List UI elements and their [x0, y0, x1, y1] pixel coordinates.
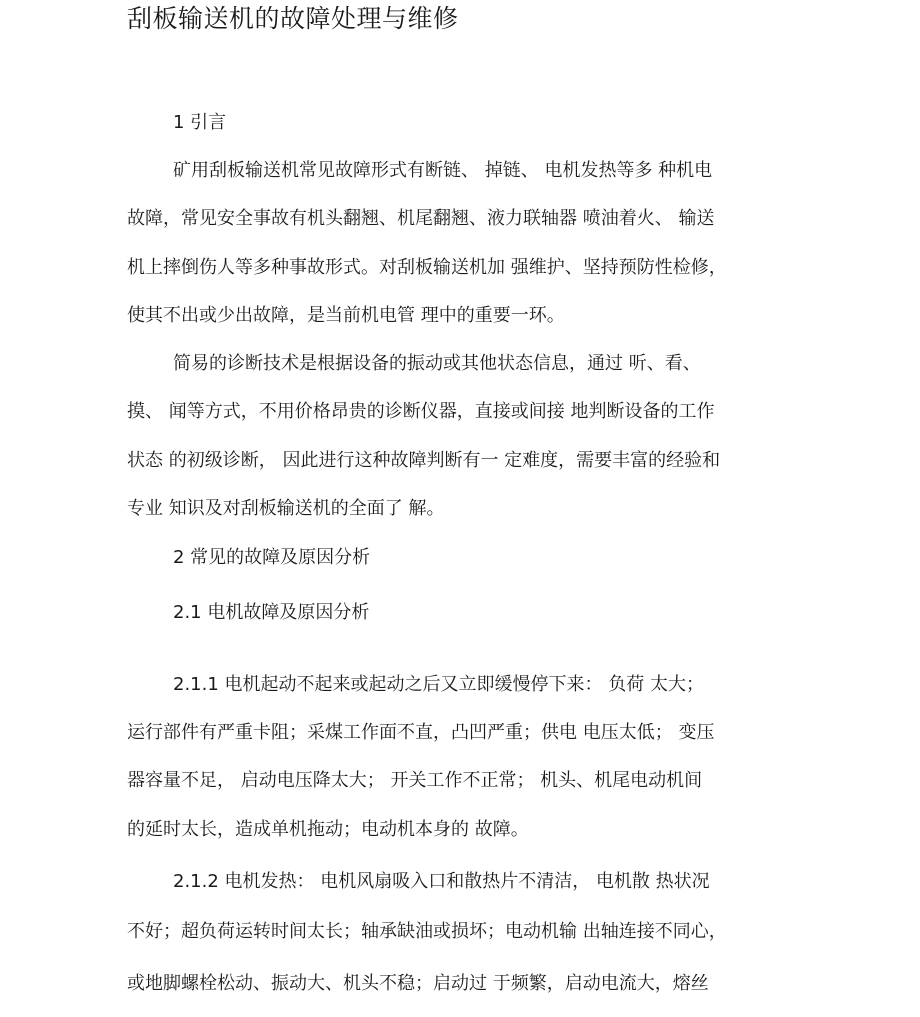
- paragraph-line: 2.1.1 电机起动不起来或起动之后又立即缓慢停下来： 负荷 太大；: [173, 674, 704, 695]
- paragraph-line: 2.1.2 电机发热： 电机风扇吸入口和散热片不清洁， 电机散 热状况: [173, 871, 710, 892]
- section-heading-2: 2 常见的故障及原因分析: [173, 547, 371, 568]
- paragraph-line: 的延时太长，造成单机拖动；电动机本身的 故障。: [127, 819, 529, 840]
- paragraph-line: 使其不出或少出故障，是当前机电管 理中的重要一环。: [127, 305, 565, 326]
- paragraph-line: 简易的诊断技术是根据设备的振动或其他状态信息，通过 听、看、: [173, 353, 701, 374]
- paragraph-line: 运行部件有严重卡阻；采煤工作面不直，凸凹严重；供电 电压太低； 变压: [127, 722, 715, 743]
- paragraph-line: 或地脚螺栓松动、振动大、机头不稳；启动过 于频繁，启动电流大，熔丝: [127, 973, 709, 994]
- paragraph-line: 专业 知识及对刮板输送机的全面了 解。: [127, 498, 445, 519]
- section-heading-2-1: 2.1 电机故障及原因分析: [173, 602, 370, 623]
- paragraph-line: 机上摔倒伤人等多种事故形式。对刮板输送机加 强维护、坚持预防性检修，: [127, 257, 727, 278]
- paragraph-line: 故障，常见安全事故有机头翻翘、机尾翻翘、液力联轴器 喷油着火、 输送: [127, 208, 715, 229]
- document-title: 刮板输送机的故障处理与维修: [127, 4, 459, 33]
- paragraph-line: 不好；超负荷运转时间太长；轴承缺油或损坏；电动机输 出轴连接不同心，: [127, 921, 727, 942]
- paragraph-line: 状态 的初级诊断， 因此进行这种故障判断有一 定难度，需要丰富的经验和: [127, 450, 721, 471]
- paragraph-line: 摸、 闻等方式，不用价格昂贵的诊断仪器，直接或间接 地判断设备的工作: [127, 401, 715, 422]
- paragraph-line: 矿用刮板输送机常见故障形式有断链、 掉链、 电机发热等多 种机电: [173, 160, 713, 181]
- section-heading-intro: 1 引言: [173, 112, 227, 133]
- paragraph-line: 器容量不足， 启动电压降太大； 开关工作不正常； 机头、机尾电动机间: [127, 770, 703, 791]
